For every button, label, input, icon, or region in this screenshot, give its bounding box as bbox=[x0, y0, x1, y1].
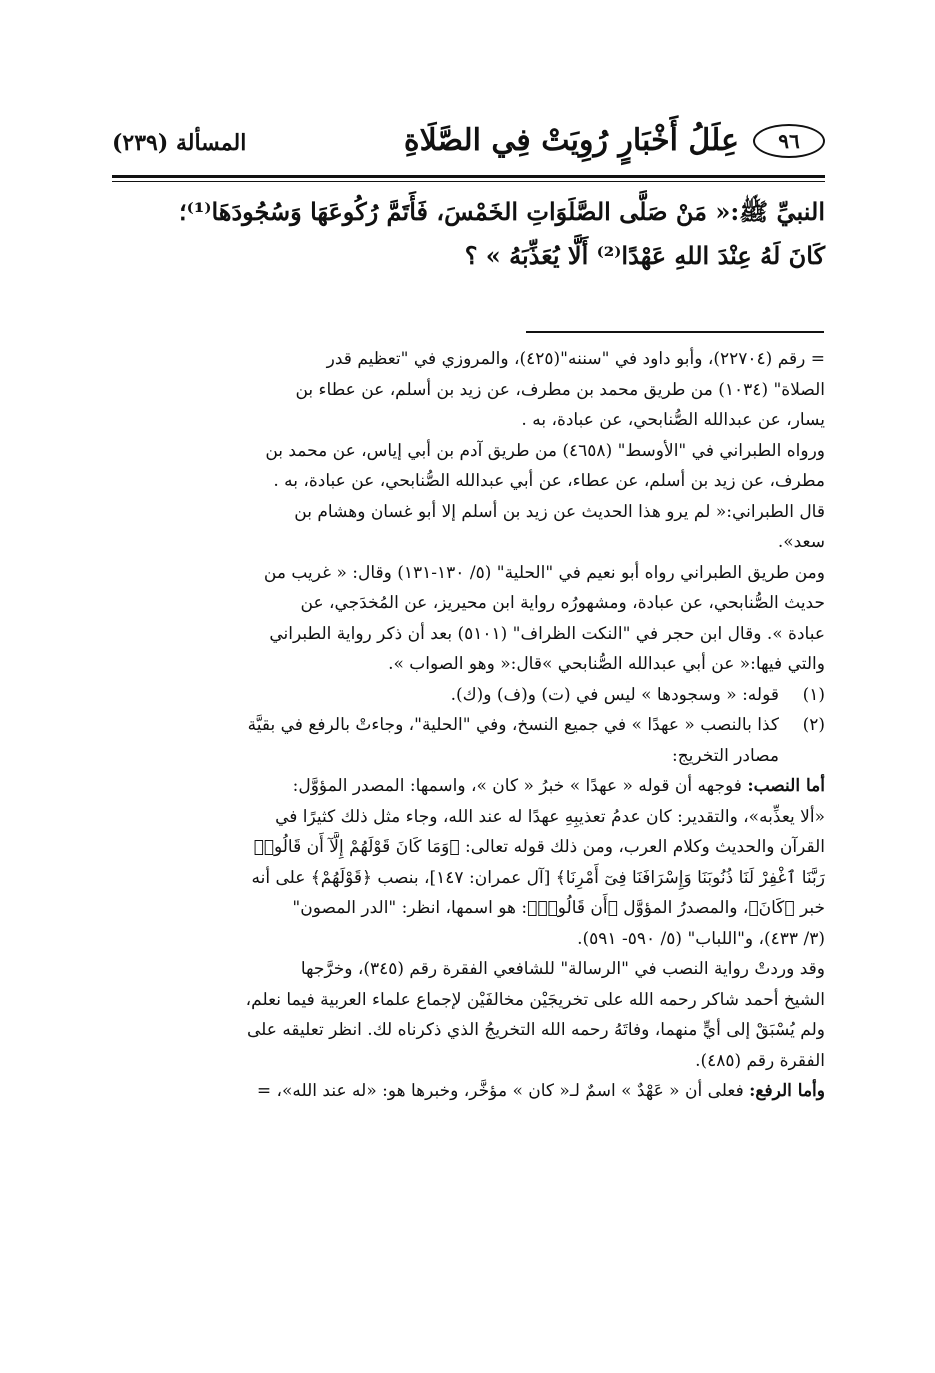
footnote-line: الشيخ أحمد شاكر رحمه الله على تخريجَيْن مخالفَيْن لإجماع علماء العربية فيما نعلم، bbox=[245, 989, 825, 1010]
footnote-2 bbox=[107, 710, 825, 771]
footnote-line: قال الطبراني:« لم يرو هذا الحديث عن زيد بن أسلم إلا أبو غسان وهشام بن bbox=[294, 501, 825, 522]
header-rule-thick bbox=[112, 175, 825, 178]
footnote-line: الصلاة" (١٠٣٤) من طريق محمد بن مطرف، عن زيد بن أسلم، عن عطاء بن bbox=[295, 379, 825, 400]
footnote-line: خبر ﴿كَانَ﴾، والمصدرُ المؤوَّل ﴿أَن قَالُوا۟﴾: هو اسمها، انظر: "الدر المصون" bbox=[292, 898, 825, 918]
footnote-line: وقد وردتْ رواية النصب في "الرسالة" للشافعي الفقرة رقم (٣٤٥)، وخرَّجها bbox=[300, 959, 825, 979]
footnote-line: ولم يُسْبَقْ إلى أيٍّ منهما، وفاتَهُ رحمه الله التخريجُ الذي ذكرناه لك. انظر تعليقه على bbox=[246, 1020, 825, 1040]
footnote-line: = رقم (٢٢٧٠٤)، وأبو داود في "سننه"(٤٢٥)، والمروزي في "تعظيم قدر bbox=[326, 349, 825, 369]
book-title: عِلَلُ أَخْبَارٍ رُوِيَتْ فِي الصَّلَاةِ bbox=[403, 123, 739, 158]
footnote-line bbox=[107, 771, 825, 802]
footnote-1 bbox=[107, 680, 825, 711]
footnote-separator bbox=[526, 331, 824, 333]
footnote-number: (١) bbox=[802, 684, 825, 705]
running-header bbox=[112, 120, 825, 174]
footnote-line: رَبَّنَا ٱغْفِرْ لَنَا ذُنُوبَنَا وَإِسْرَافَنَا فِىٓ أَمْرِنَا﴾ [آل عمران: ١٤٧]، بنصب ﴿قَوْلَهُمْ﴾ على أنه bbox=[251, 867, 825, 888]
footnotes bbox=[107, 344, 825, 1107]
footnote-line: مصادر التخريج: bbox=[671, 745, 779, 766]
footnote-line: كذا بالنصب « عهدًا » في جميع النسخ، وفي "الحلية"، وجاءتْ بالرفع في بقيَّة bbox=[247, 715, 779, 735]
footnote-line: والتي فيها:« عن أبي عبدالله الصُّنابحي »قال:« وهو الصواب ». bbox=[388, 654, 825, 674]
footnote-line: عبادة ». وقال ابن حجر في "النكت الظراف" (٥١٠١) بعد أن ذكر رواية الطبراني bbox=[269, 623, 825, 644]
issue-number: المسألة (٢٣٩) bbox=[112, 130, 247, 156]
footnote-line: يسار، عن عبدالله الصُّنابحي، عن عبادة، به . bbox=[521, 410, 825, 430]
footnote-line: (٣/ ٤٣٣)، و"اللباب" (٥/ ٥٩٠- ٥٩١). bbox=[577, 928, 825, 949]
footnote-line: «ألا يعذِّبه»، والتقدير: كان عدمُ تعذيبِهِ عهدًا له عند الله، وجاء مثل ذلك كثيرًا في bbox=[275, 806, 825, 827]
raf-label: وأما الرفع: bbox=[749, 1081, 825, 1101]
footnote-line: القرآن والحديث وكلام العرب، ومن ذلك قوله تعالى: ﴿وَمَا كَانَ قَوْلَهُمْ إِلَّآ أَن قَالُوا۟ bbox=[253, 837, 825, 857]
nasb-text: فوجهه أن قوله « عهدًا » خبرُ « كان »، واسمها: المصدر المؤوَّل: bbox=[292, 776, 742, 796]
page-number: ٩٦ bbox=[753, 124, 825, 158]
footnote-line: حديث الصُّنابحي، عن عبادة، ومشهورُه رواية ابن محيريز، عن المُخدَجي، عن bbox=[300, 593, 825, 613]
raf-text: فعلى أن « عَهْدٌ » اسمٌ لـ« كان » مؤخَّر، وخبرها هو: «له عند الله»، = bbox=[256, 1081, 744, 1101]
footnote-number: (٢) bbox=[802, 715, 825, 735]
nasb-label: أما النصب: bbox=[747, 776, 825, 796]
footnote-line: ومن طريق الطبراني رواه أبو نعيم في "الحلية" (٥/ ١٣٠-١٣١) وقال: « غريب من bbox=[263, 562, 825, 583]
main-line: النبيِّ ﷺ:« مَنْ صَلَّى الصَّلَوَاتِ الخَمْسَ، فَأَتَمَّ رُكُوعَهَا وَسُجُودَهَا⁽¹⁾؛ bbox=[179, 197, 825, 226]
main-line: كَانَ لَهُ عِنْدَ اللهِ عَهْدًا⁽²⁾ أَلَّا يُعَذِّبَهُ » ؟ bbox=[464, 241, 825, 270]
footnote-line: الفقرة رقم (٤٨٥). bbox=[695, 1050, 825, 1071]
footnote-line: قوله: « وسجودها » ليس في (ت) و(ف) و(ك). bbox=[450, 684, 779, 705]
footnote-line bbox=[107, 1076, 825, 1107]
footnote-line: مطرف، عن زيد بن أسلم، عن عطاء، عن أبي عبدالله الصُّنابحي، عن عبادة، به . bbox=[273, 471, 825, 491]
footnote-line: ورواه الطبراني في "الأوسط" (٤٦٥٨) من طريق آدم بن أبي إياس، عن محمد بن bbox=[265, 440, 825, 461]
main-text bbox=[107, 190, 825, 278]
header-rule-thin bbox=[112, 181, 825, 182]
footnote-line: سعد». bbox=[777, 532, 825, 552]
